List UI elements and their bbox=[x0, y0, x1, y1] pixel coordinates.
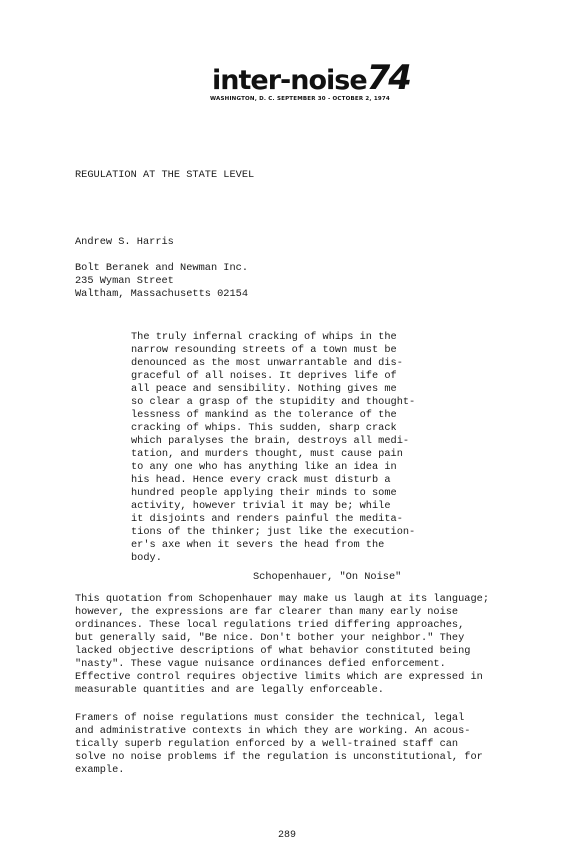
affiliation-line: Waltham, Massachusetts 02154 bbox=[75, 288, 249, 300]
quote-attribution: Schopenhauer, "On Noise" bbox=[253, 571, 402, 583]
quote-line: er's axe when it severs the head from the bbox=[131, 539, 385, 551]
conference-logo bbox=[200, 58, 410, 112]
quote-line: cracking of whips. This sudden, sharp crack bbox=[131, 422, 397, 434]
paragraph-line: example. bbox=[75, 764, 125, 776]
logo-number: 74 bbox=[366, 58, 410, 98]
paragraph-line: and administrative contexts in which they are working. An acous- bbox=[75, 725, 471, 737]
paragraph-line: This quotation from Schopenhauer may make us laugh at its language; bbox=[75, 593, 490, 605]
paragraph-line: solve no noise problems if the regulation is unconstitutional, for bbox=[75, 751, 483, 763]
logo-text: inter-noise bbox=[212, 65, 367, 96]
affiliation-block bbox=[75, 262, 248, 301]
paragraph-line: lacked objective descriptions of what behavior constituted being bbox=[75, 645, 471, 657]
paragraph-line: measurable quantities and are legally enforceable. bbox=[75, 684, 384, 696]
epigraph-quote bbox=[131, 331, 415, 565]
body-paragraph-1 bbox=[75, 593, 489, 697]
quote-line: tation, and murders thought, must cause pain bbox=[131, 448, 403, 460]
quote-line: activity, however trivial it may be; while bbox=[131, 500, 391, 512]
quote-line: so clear a grasp of the stupidity and thought- bbox=[131, 396, 416, 408]
quote-line: tions of the thinker; just like the execution- bbox=[131, 526, 416, 538]
quote-line: his head. Hence every crack must disturb a bbox=[131, 474, 391, 486]
quote-line: body. bbox=[131, 552, 162, 564]
page-number: 289 bbox=[277, 830, 296, 841]
affiliation-line: 235 Wyman Street bbox=[75, 275, 174, 287]
quote-line: it disjoints and renders painful the medita- bbox=[131, 513, 403, 525]
quote-line: The truly infernal cracking of whips in the bbox=[131, 331, 397, 343]
quote-line: to any one who has anything like an idea in bbox=[131, 461, 397, 473]
paragraph-line: Framers of noise regulations must consider the technical, legal bbox=[75, 712, 465, 724]
affiliation-line: Bolt Beranek and Newman Inc. bbox=[75, 262, 249, 274]
author-name: Andrew S. Harris bbox=[75, 236, 174, 248]
paragraph-line: but generally said, "Be nice. Don't bother your neighbor." They bbox=[75, 632, 465, 644]
quote-line: narrow resounding streets of a town must be bbox=[131, 344, 397, 356]
paragraph-line: tically superb regulation enforced by a well-trained staff can bbox=[75, 738, 459, 750]
paragraph-line: "nasty". These vague nuisance ordinances defied enforcement. bbox=[75, 658, 446, 670]
conference-line: WASHINGTON, D. C. SEPTEMBER 30 - OCTOBER 2, 1974 bbox=[210, 96, 390, 102]
quote-line: lessness of mankind as the tolerance of the bbox=[131, 409, 397, 421]
paper-title: REGULATION AT THE STATE LEVEL bbox=[75, 169, 255, 181]
quote-line: denounced as the most unwarrantable and dis- bbox=[131, 357, 403, 369]
quote-line: all peace and sensibility. Nothing gives me bbox=[131, 383, 397, 395]
quote-line: hundred people applying their minds to some bbox=[131, 487, 397, 499]
quote-line: graceful of all noises. It deprives life of bbox=[131, 370, 397, 382]
quote-line: which paralyses the brain, destroys all medi- bbox=[131, 435, 410, 447]
paragraph-line: however, the expressions are far clearer than many early noise bbox=[75, 606, 459, 618]
paragraph-line: ordinances. These local regulations tried differing approaches, bbox=[75, 619, 465, 631]
body-paragraph-2 bbox=[75, 712, 483, 777]
paragraph-line: Effective control requires objective limits which are expressed in bbox=[75, 671, 483, 683]
logo-wordmark bbox=[212, 58, 410, 98]
